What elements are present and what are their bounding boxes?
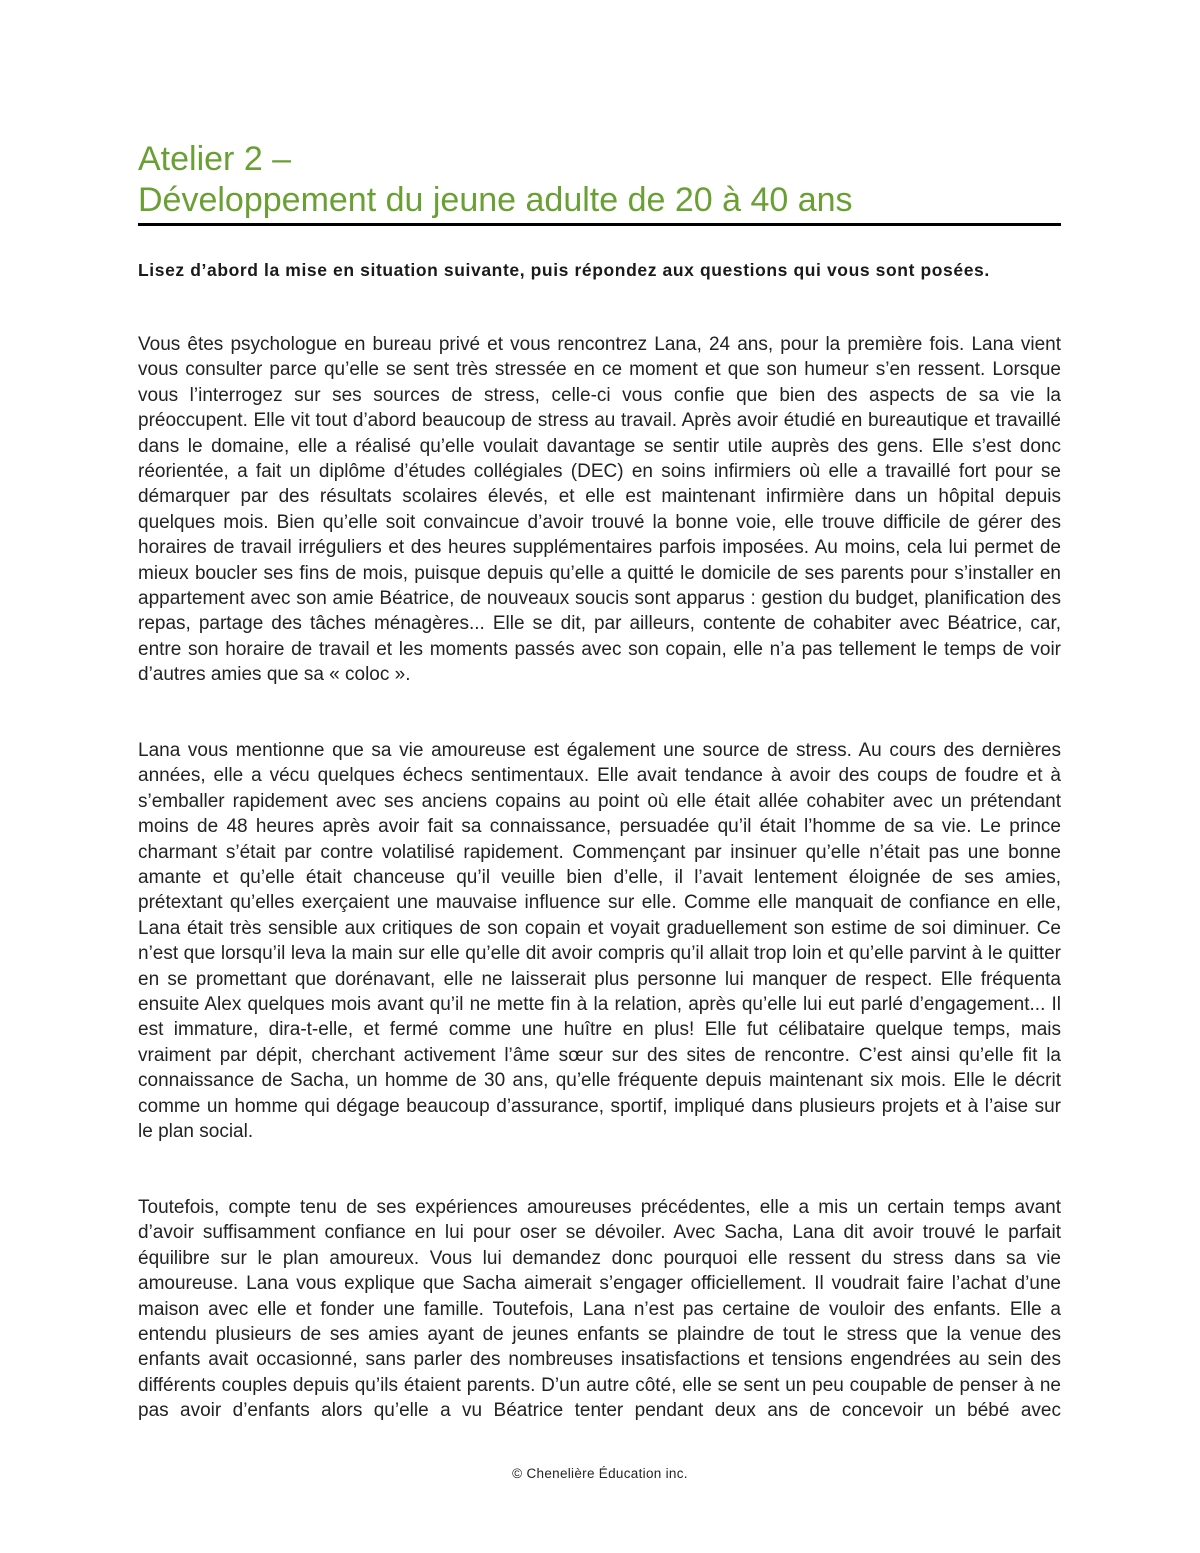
paragraph-2: Lana vous mentionne que sa vie amoureuse est également une source de stress. Au cours des dernières années, elle a vécu quelques échecs sentimentaux. Elle avait tendance à avoir des coups de foudre et à s’emballer rapidement avec ses anciens copains au point où elle était allée cohabiter avec un prétendant moins de 48 heures après avoir fait sa connaissance, persuadée qu’il était l’homme de sa vie. Le prince charmant s’était par contre volatilisé rapidement. Commençant par insinuer qu’elle n’était pas une bonne amante et qu’elle était chanceuse qu’il veuille bien d’elle, il l’avait lentement éloignée de ses amies, prétextant qu’elles exerçaient une mauvaise influence sur elle. Comme elle manquait de confiance en elle, Lana était très sensible aux critiques de son copain et voyait graduellement son estime de soi diminuer. Ce n’est que lorsqu’il leva la main sur elle qu’elle dit avoir compris qu’il allait trop loin et qu’elle parvint à le quitter en se promettant que dorénavant, elle ne laisserait plus personne lui manquer de respect. Elle fréquenta ensuite Alex quelques mois avant qu’il ne mette fin à la relation, après qu’elle lui eut parlé d’engagement... Il est immature, dira-t-elle, et fermé comme une huître en plus! Elle fut célibataire quelque temps, mais vraiment par dépit, cherchant activement l’âme sœur sur des sites de rencontre. C’est ainsi qu’elle fit la connaissance de Sacha, un homme de 30 ans, qu’elle fréquente depuis maintenant six mois. Elle le décrit comme un homme qui dégage beaucoup d’assurance, sportif, impliqué dans plusieurs projets et à l’aise sur le plan social.: [138, 740, 1061, 1143]
title-line-1: Atelier 2 –: [138, 140, 292, 178]
copyright-footer: © Chenelière Éducation inc.: [512, 1466, 688, 1481]
instruction-text: Lisez d’abord la mise en situation suivante, puis répondez aux questions qui vous sont posées.: [138, 260, 990, 280]
title-block: [138, 139, 1061, 226]
title-line-2: Développement du jeune adulte de 20 à 40 ans: [138, 181, 853, 219]
paragraph-3: Toutefois, compte tenu de ses expériences amoureuses précédentes, elle a mis un certain temps avant d’avoir suffisamment confiance en lui pour oser se dévoiler. Avec Sacha, Lana dit avoir trouvé le parfait équilibre sur le plan amoureux. Vous lui demandez donc pourquoi elle ressent du stress dans sa vie amoureuse. Lana vous explique que Sacha aimerait s’engager officiellement. Il voudrait faire l’achat d’une maison avec elle et fonder une famille. Toutefois, Lana n’est pas certaine de vouloir des enfants. Elle a entendu plusieurs de ses amies ayant de jeunes enfants se plaindre de tout le stress que la venue des enfants avait occasionné, sans parler des nombreuses insatisfactions et tensions engendrées au sein des différents couples depuis qu’ils étaient parents. D’un autre côté, elle se sent un peu coupable de penser à ne pas avoir d’enfants alors qu’elle a vu Béatrice tenter pendant deux ans de concevoir un bébé avec: [138, 1197, 1061, 1422]
paragraph-1: Vous êtes psychologue en bureau privé et vous rencontrez Lana, 24 ans, pour la première fois. Lana vient vous consulter parce qu’elle se sent très stressée en ce moment et que son humeur s’en ressent. Lorsque vous l’interrogez sur ses sources de stress, celle-ci vous confie que bien des aspects de sa vie la préoccupent. Elle vit tout d’abord beaucoup de stress au travail. Après avoir étudié en bureautique et travaillé dans le domaine, elle a réalisé qu’elle voulait davantage se sentir utile auprès des gens. Elle s’est donc réorientée, a fait un diplôme d’études collégiales (DEC) en soins infirmiers où elle a travaillé fort pour se démarquer par des résultats scolaires élevés, et elle est maintenant infirmière dans un hôpital depuis quelques mois. Bien qu’elle soit convaincue d’avoir trouvé la bonne voie, elle trouve difficile de gérer des horaires de travail irréguliers et des heures supplémentaires parfois imposées. Au moins, cela lui permet de mieux boucler ses fins de mois, puisque depuis qu’elle a quitté le domicile de ses parents pour s’installer en appartement avec son amie Béatrice, de nouveaux soucis sont apparus : gestion du budget, planification des repas, partage des tâches ménagères... Elle se dit, par ailleurs, contente de cohabiter avec Béatrice, car, entre son horaire de travail et les moments passés avec son copain, elle n’a pas tellement le temps de voir d’autres amies que sa « coloc ».: [138, 334, 1061, 686]
